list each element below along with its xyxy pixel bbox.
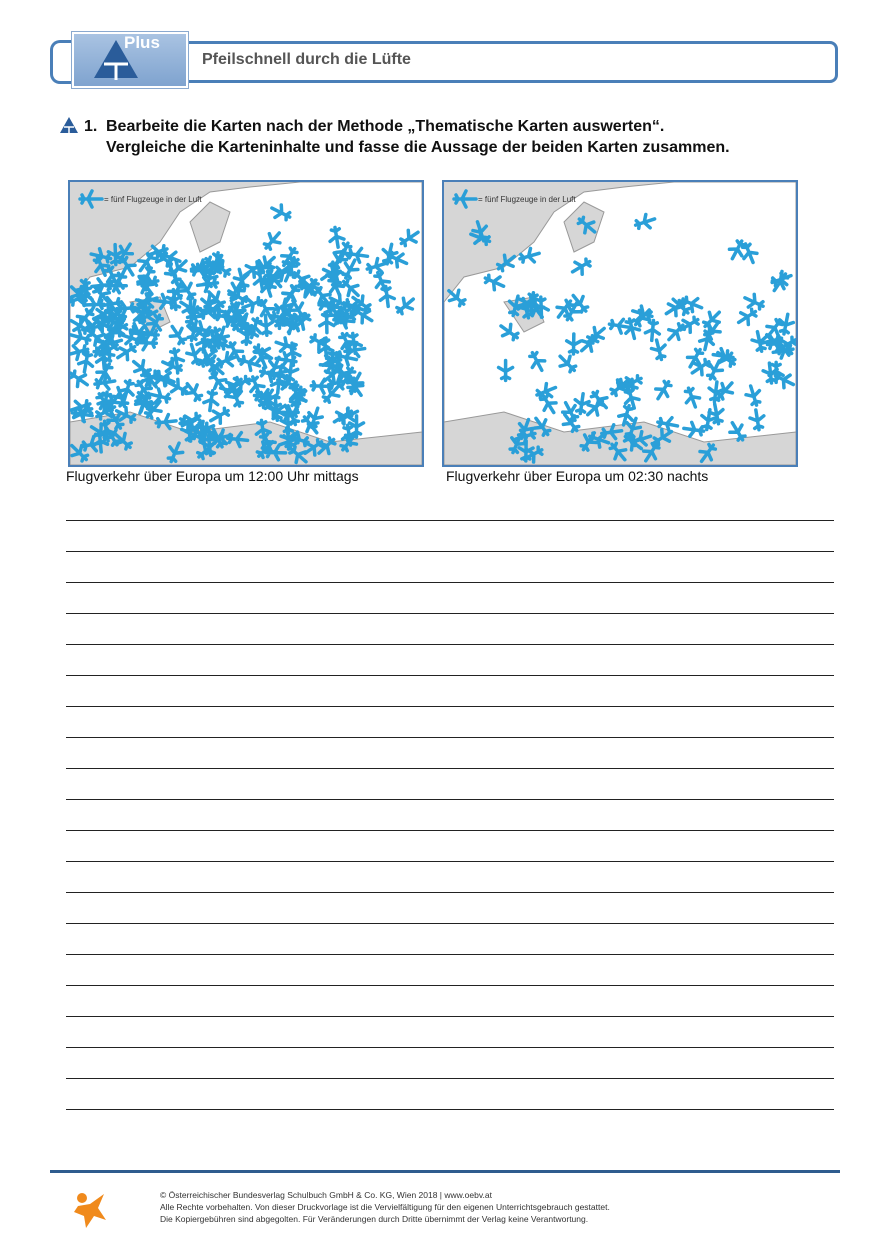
plus-badge-label: Plus <box>124 33 160 52</box>
writing-line[interactable] <box>66 520 834 521</box>
writing-line[interactable] <box>66 706 834 707</box>
writing-line[interactable] <box>66 923 834 924</box>
writing-line[interactable] <box>66 954 834 955</box>
writing-line[interactable] <box>66 799 834 800</box>
task-triangle-icon <box>60 117 78 133</box>
map-midday <box>68 180 424 467</box>
map-midday-figure <box>70 182 422 465</box>
writing-line[interactable] <box>66 861 834 862</box>
legend-plane-icon <box>452 188 478 210</box>
writing-line[interactable] <box>66 768 834 769</box>
map-legend: = fünf Flugzeuge in der Luft <box>104 195 202 204</box>
writing-line[interactable] <box>66 737 834 738</box>
writing-line[interactable] <box>66 644 834 645</box>
task-number: 1. <box>84 118 98 135</box>
publisher-logo-icon <box>70 1190 110 1230</box>
footer-rights: Alle Rechte vorbehalten. Von dieser Druckvorlage ist die Vervielfältigung für den eigenen Unterrichtsgebrauch gestattet. <box>160 1202 610 1212</box>
map-midday-caption: Flugverkehr über Europa um 12:00 Uhr mittags <box>66 468 359 484</box>
map-night-figure <box>444 182 796 465</box>
map-legend: = fünf Flugzeuge in der Luft <box>478 195 576 204</box>
map-night-caption: Flugverkehr über Europa um 02:30 nachts <box>446 468 709 484</box>
writing-line[interactable] <box>66 582 834 583</box>
footer-fees: Die Kopiergebühren sind abgegolten. Für Veränderungen durch Dritte übernimmt der Verlag keine Verantwortung. <box>160 1214 589 1224</box>
writing-line[interactable] <box>66 1109 834 1110</box>
page-title: Pfeilschnell durch die Lüfte <box>202 51 411 68</box>
writing-line[interactable] <box>66 892 834 893</box>
task-instruction-line-1: Bearbeite die Karten nach der Methode „Thematische Karten auswerten“. <box>106 118 665 135</box>
writing-line[interactable] <box>66 1016 834 1017</box>
task-instruction-line-2: Vergleiche die Karteninhalte und fasse die Aussage der beiden Karten zusammen. <box>106 139 730 156</box>
footer-rule <box>50 1170 840 1173</box>
map-night <box>442 180 798 467</box>
writing-line[interactable] <box>66 1047 834 1048</box>
legend-plane-icon <box>78 188 104 210</box>
writing-line[interactable] <box>66 830 834 831</box>
writing-line[interactable] <box>66 675 834 676</box>
writing-line[interactable] <box>66 613 834 614</box>
writing-line[interactable] <box>66 1078 834 1079</box>
footer-copyright: © Österreichischer Bundesverlag Schulbuch GmbH & Co. KG, Wien 2018 | www.oebv.at <box>160 1190 492 1200</box>
writing-line[interactable] <box>66 985 834 986</box>
writing-line[interactable] <box>66 551 834 552</box>
